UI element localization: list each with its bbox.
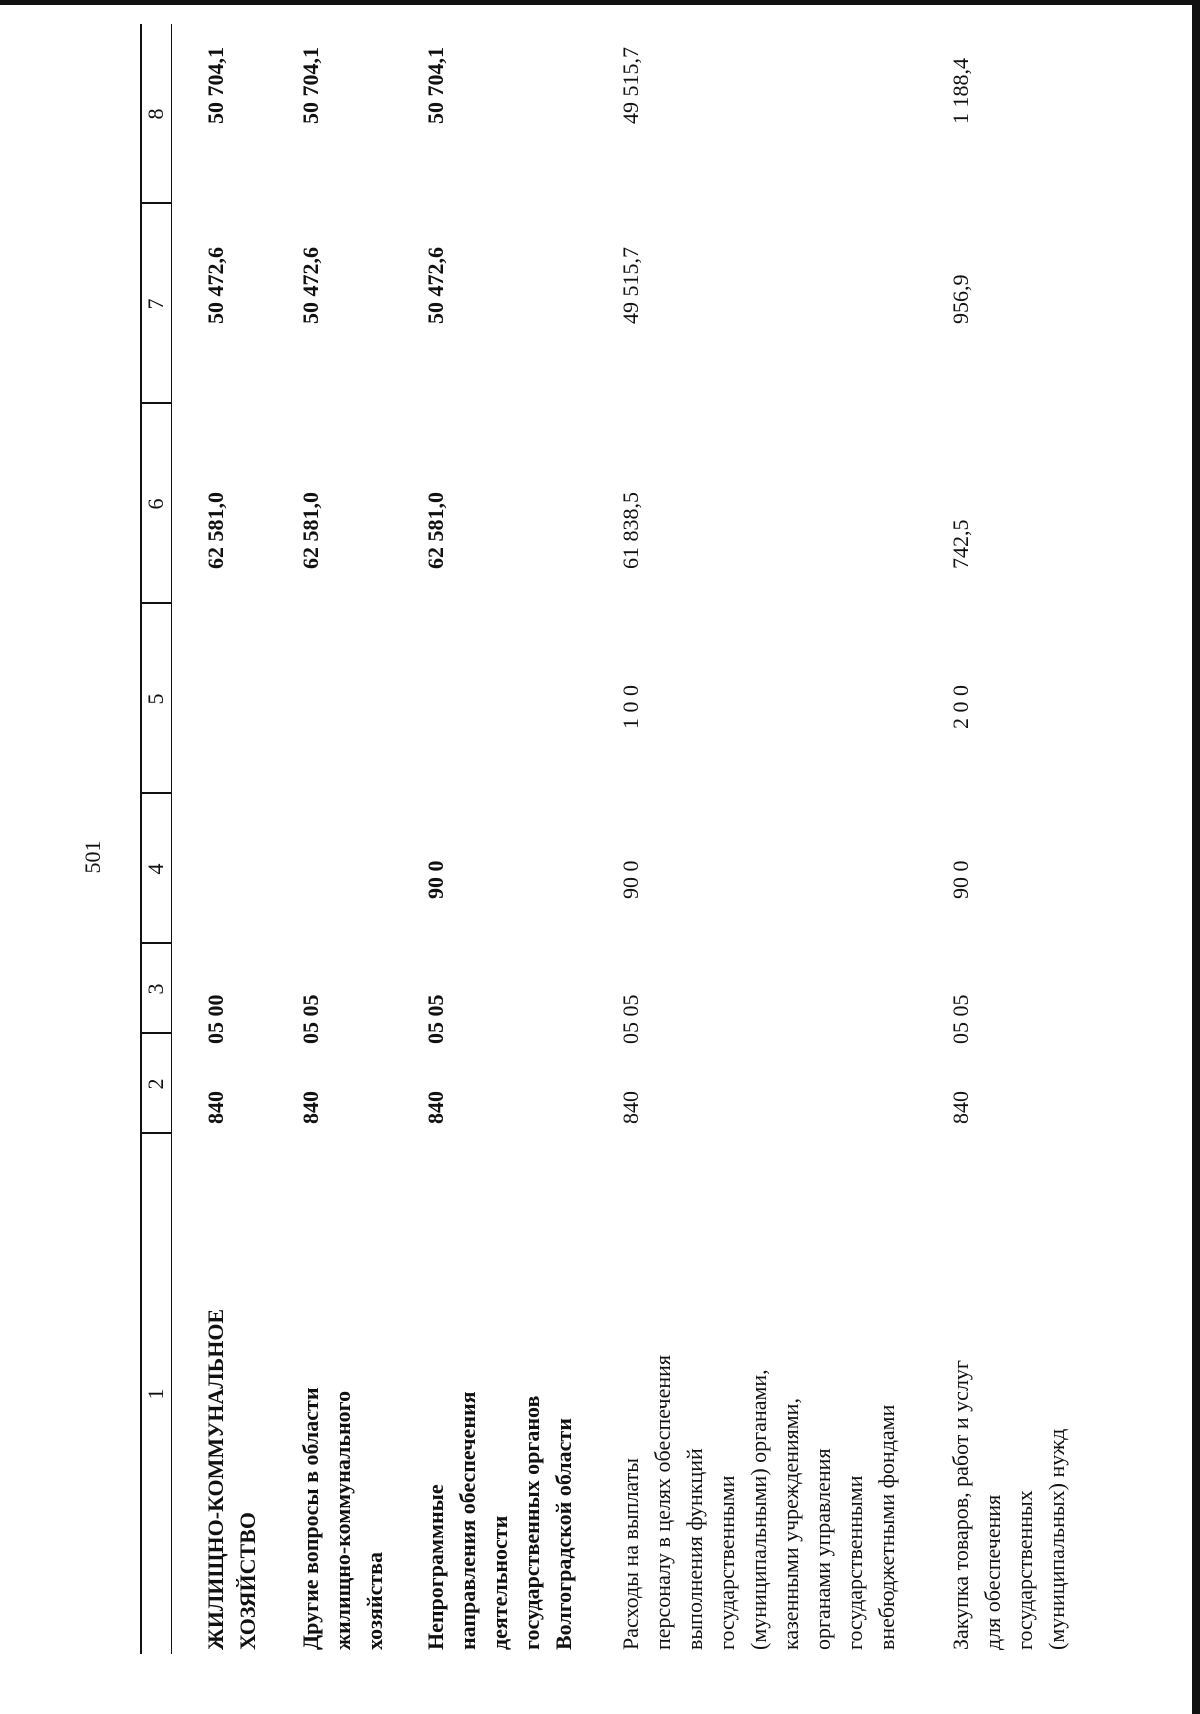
row-name-line: направления обеспечения [455,1391,480,1650]
header-col-2: 2 [143,1078,168,1090]
cell-c5: 2 0 0 [948,685,973,729]
cell-c7: 49 515,7 [618,247,643,324]
row-name-line: хозяйства [362,1551,387,1650]
row-name-line: внебюджетными фондами [874,1404,899,1650]
header-col-3: 3 [143,983,168,995]
row-name-line: Другие вопросы в области [298,1387,323,1650]
row-name-line: государственных органов [519,1395,544,1650]
row-name-line: органами управления [810,1448,835,1650]
header-col-6: 6 [143,498,168,510]
row-name-line: персоналу в целях обеспечения [650,1354,675,1650]
row-name-line: государственными [714,1475,739,1650]
row-name-line: (муниципальных) нужд [1044,1428,1069,1650]
page-number: 501 [80,840,105,874]
cell-c3: 05 00 [203,994,228,1044]
cell-c7: 50 472,6 [298,247,323,324]
row-name-line: государственных [1012,1490,1037,1650]
cell-c6: 62 581,0 [423,492,448,569]
header-col-5: 5 [143,693,168,705]
table-header [140,24,172,1654]
cell-c4: 90 0 [423,860,448,899]
cell-c3: 05 05 [298,994,323,1044]
row-name-line: ЖИЛИЩНО-КОММУНАЛЬНОЕ [203,1308,228,1650]
row-name-line: (муниципальными) органами, [746,1369,771,1650]
header-col-7: 7 [143,298,168,310]
cell-c6: 742,5 [948,519,973,569]
cell-c8: 50 704,1 [423,47,448,124]
row-name-line: жилищно-коммунального [330,1390,355,1650]
cell-c2: 840 [423,1091,448,1124]
header-col-8: 8 [143,108,168,120]
row-name-line: Закупка товаров, работ и услуг [948,1360,973,1650]
cell-c2: 840 [618,1091,643,1124]
header-col-1: 1 [143,1388,168,1400]
cell-c7: 50 472,6 [423,247,448,324]
cell-c3: 05 05 [618,994,643,1044]
row-name-line: ХОЗЯЙСТВО [235,1511,260,1650]
row-name [420,1220,580,1654]
row-name [295,1220,391,1654]
cell-c8: 50 704,1 [203,47,228,124]
row-name [200,1220,264,1654]
cell-c6: 62 581,0 [298,492,323,569]
cell-c2: 840 [948,1091,973,1124]
cell-c8: 49 515,7 [618,47,643,124]
header-col-4: 4 [143,863,168,875]
row-name-line: казенными учреждениями, [778,1398,803,1650]
cell-c3: 05 05 [948,994,973,1044]
row-name [945,1220,1073,1654]
row-name-line: государственными [842,1475,867,1650]
row-name [615,1220,903,1654]
cell-c2: 840 [203,1091,228,1124]
row-name-line: Непрограммные [423,1484,448,1650]
row-name-line: деятельности [487,1515,512,1650]
cell-c4: 90 0 [948,860,973,899]
cell-c8: 1 188,4 [948,58,973,124]
cell-c3: 05 05 [423,994,448,1044]
cell-c6: 61 838,5 [618,492,643,569]
row-name-line: Расходы на выплаты [618,1457,643,1650]
cell-c8: 50 704,1 [298,47,323,124]
row-name-line: для обеспечения [980,1494,1005,1650]
row-name-line: выполнения функций [682,1448,707,1650]
cell-c6: 62 581,0 [203,492,228,569]
cell-c5: 1 0 0 [618,685,643,729]
cell-c2: 840 [298,1091,323,1124]
cell-c7: 956,9 [948,274,973,324]
row-name-line: Волгоградской области [551,1418,576,1650]
cell-c7: 50 472,6 [203,247,228,324]
cell-c4: 90 0 [618,860,643,899]
